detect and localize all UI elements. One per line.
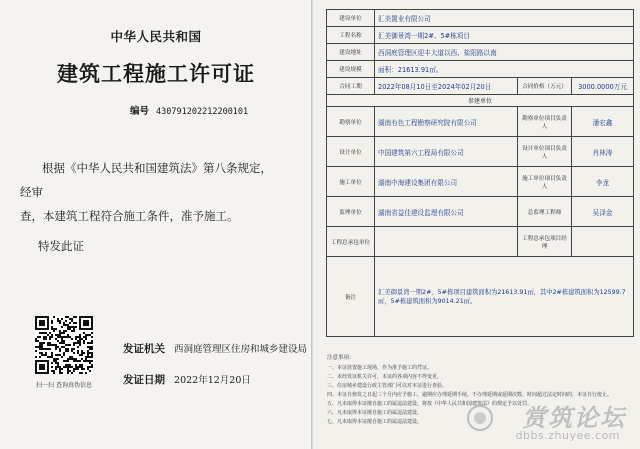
table-row (327, 227, 634, 257)
table-row (327, 78, 634, 95)
address-label: 建设地址 (327, 44, 375, 61)
table-row (327, 27, 634, 44)
party-lead: 李龙 (572, 167, 634, 197)
watermark (466, 398, 634, 446)
watermark-url: dbbs.zhuyee.com (515, 429, 620, 442)
remark-text: 汇美御景湾一期2#、5#栋项目建筑面积为21613.91㎡，其中2#栋建筑面积为12599.7㎡，5#栋建筑面积为9014.21㎡。 (378, 288, 626, 305)
issue-date-value: 2022年12月20日 (174, 375, 251, 386)
permit-statement-line-1: 根据《中华人民共和国建筑法》第八条规定，经审 (20, 161, 272, 199)
qr-caption: 扫一扫 查询真伪信息 (36, 382, 92, 389)
party-name: 湖南中海建设集团有限公司 (375, 167, 518, 197)
note-item: 六、凡未取得本证擅自施工的属违法建设。 (327, 410, 423, 416)
table-row (327, 257, 634, 337)
issue-date (123, 372, 251, 387)
table-row (327, 107, 634, 137)
table-row (327, 61, 634, 78)
project-value: 汇美御景湾一期2#、5#栋项目 (375, 27, 634, 44)
scale-value: 面积：21613.91㎡。 (375, 61, 634, 78)
price-label: 合同价格（万元） (518, 78, 572, 95)
party-lead: 肖林涛 (572, 137, 634, 167)
period-value: 2022年08月10日至2024年02月20日 (375, 78, 518, 95)
table-row (327, 10, 634, 27)
note-item: 四、本证自核发之日起三个月内应予施工，逾期应办理延期手续，不办理延期或延期次数、时间超过法定时间的，本证自行废止。 (327, 392, 613, 398)
qr-code-icon[interactable] (35, 316, 93, 374)
permit-number (130, 103, 248, 117)
party-lead: 潘宏鑫 (572, 107, 634, 137)
notes-title: 注意事项： (327, 355, 355, 361)
party-role: 监理单位 (327, 197, 375, 227)
special-issue-text: 特发此证 (38, 239, 84, 253)
remark-label: 备注 (327, 257, 375, 337)
note-item: 五、凡未取得本证擅自施工的属违法建设，将按《中华人民共和国建筑法》的规定予以处罚。 (327, 401, 533, 407)
period-label: 合同工期 (327, 78, 375, 95)
price-value: 3000.0000万元 (572, 78, 634, 95)
note-item: 二、未经发证机关许可，本证的各项内容不得变更。 (327, 374, 443, 380)
permit-statement-line-2: 查，本建筑工程符合施工条件，准予施工。 (20, 209, 239, 223)
permit-title: 建筑工程施工许可证 (57, 61, 255, 86)
issue-date-label: 发证日期 (123, 374, 165, 386)
issuing-authority (123, 341, 307, 356)
note-item: 三、住房城乡建设行政主管部门可以对本证进行查验。 (327, 383, 448, 389)
permit-details-page (313, 0, 640, 449)
country-heading: 中华人民共和国 (110, 29, 202, 44)
party-lead-label: 勘察单位项目负责人 (518, 107, 572, 137)
remark-cell (375, 257, 634, 337)
scale-label: 建设规模 (327, 61, 375, 78)
permit-cover-page (0, 0, 312, 449)
party-role: 勘察单位 (327, 107, 375, 137)
party-role: 设计单位 (327, 137, 375, 167)
issuing-authority-value: 西洞庭管理区住房和城乡建设局 (174, 344, 308, 355)
project-label: 工程名称 (327, 27, 375, 44)
builder-value: 汇美置业有限公司 (375, 10, 634, 27)
address-value: 西洞庭管理区迎丰大道以西、盐阳路以南 (375, 44, 634, 61)
party-lead-label: 施工单位项目负责人 (518, 167, 572, 197)
table-row (327, 95, 634, 107)
permit-number-value: 430791202212200101 (156, 107, 249, 117)
watermark-title: 赏筑论坛 (522, 403, 626, 432)
party-lead: 吴泽金 (572, 197, 634, 227)
party-lead-label: 总监理工程师 (518, 197, 572, 227)
watermark-seal-icon (466, 404, 494, 432)
party-name: 中国建筑第六工程局有限公司 (375, 137, 518, 167)
party-lead (572, 227, 634, 257)
party-name (375, 227, 518, 257)
party-lead-label: 工程总承包项目经理 (518, 227, 572, 257)
party-role: 工程总承包单位 (327, 227, 375, 257)
table-row (327, 44, 634, 61)
party-name: 湖南省益佳建设监理有限公司 (375, 197, 518, 227)
party-role: 施工单位 (327, 167, 375, 197)
project-info-table (326, 9, 634, 337)
permit-statement (20, 156, 282, 228)
participants-section-label: 参建单位 (327, 95, 634, 107)
issuing-authority-label: 发证机关 (123, 343, 165, 355)
note-item: 七、凡未取得本证擅自施工的属违法建设。 (327, 419, 423, 425)
table-row (327, 167, 634, 197)
permit-number-label: 编号 (130, 106, 150, 117)
party-lead-label: 设计单位项目负责人 (518, 137, 572, 167)
table-row (327, 137, 634, 167)
table-row (327, 197, 634, 227)
note-item: 一、本证放置施工现场，作为准予施工的凭证。 (327, 365, 433, 371)
party-name: 湖南有色工程勘察研究院有限公司 (375, 107, 518, 137)
builder-label: 建设单位 (327, 10, 375, 27)
